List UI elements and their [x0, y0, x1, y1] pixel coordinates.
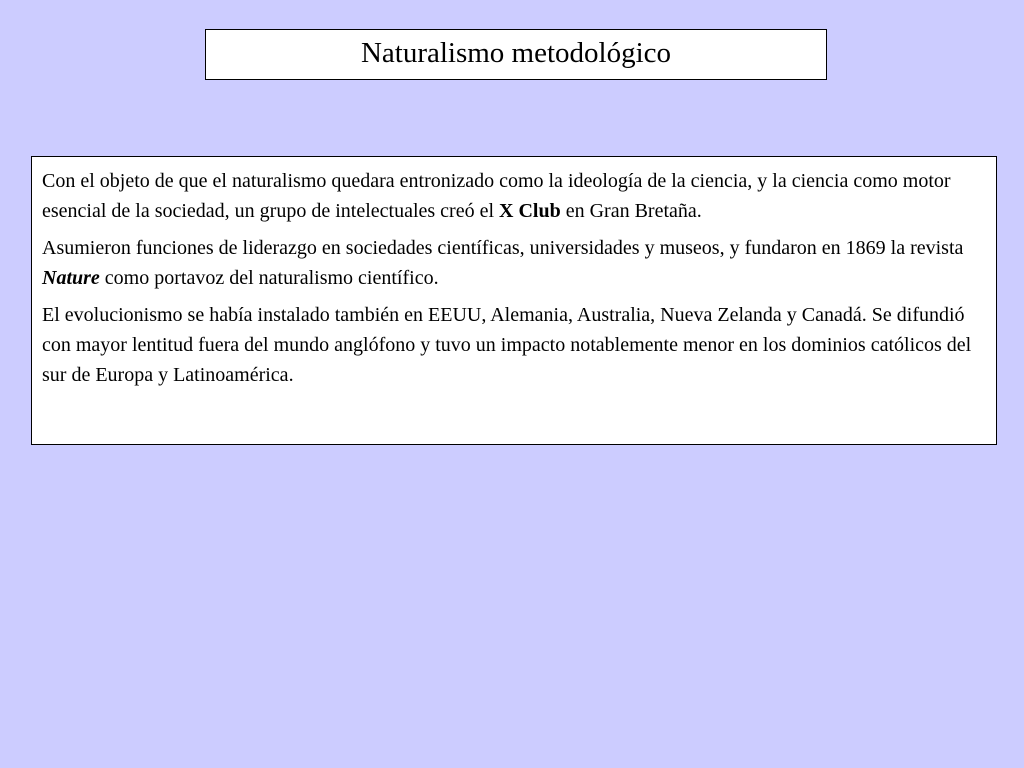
paragraph-evolucionismo: El evolucionismo se había instalado también en EEUU, Alemania, Australia, Nueva Zelanda y Canadá. Se difundió con mayor lentitud fuera del mundo anglófono y tuvo un impacto notablemente menor en los dominios católicos del sur de Europa y Latinoamérica. — [42, 304, 972, 386]
content-box — [31, 156, 997, 445]
nature-emphasis: Nature — [42, 267, 100, 289]
paragraph-nature — [42, 233, 986, 293]
paragraph-x-club-text-end: en Gran Bretaña. — [560, 200, 702, 222]
paragraph-x-club — [42, 166, 986, 226]
x-club-emphasis: X Club — [499, 200, 561, 222]
slide-title: Naturalismo metodológico — [360, 37, 672, 69]
paragraph-nature-text-start: Asumieron funciones de liderazgo en sociedades científicas, universidades y museos, y fundaron en 1869 la revista — [42, 237, 964, 259]
paragraph-nature-text-end: como portavoz del naturalismo científico. — [99, 267, 439, 289]
title-box — [205, 29, 827, 80]
paragraph-x-club-text-start: Con el objeto de que el naturalismo quedara entronizado como la ideología de la ciencia, y la ciencia como motor esencial de la sociedad, un grupo de intelectuales creó el — [42, 170, 951, 222]
